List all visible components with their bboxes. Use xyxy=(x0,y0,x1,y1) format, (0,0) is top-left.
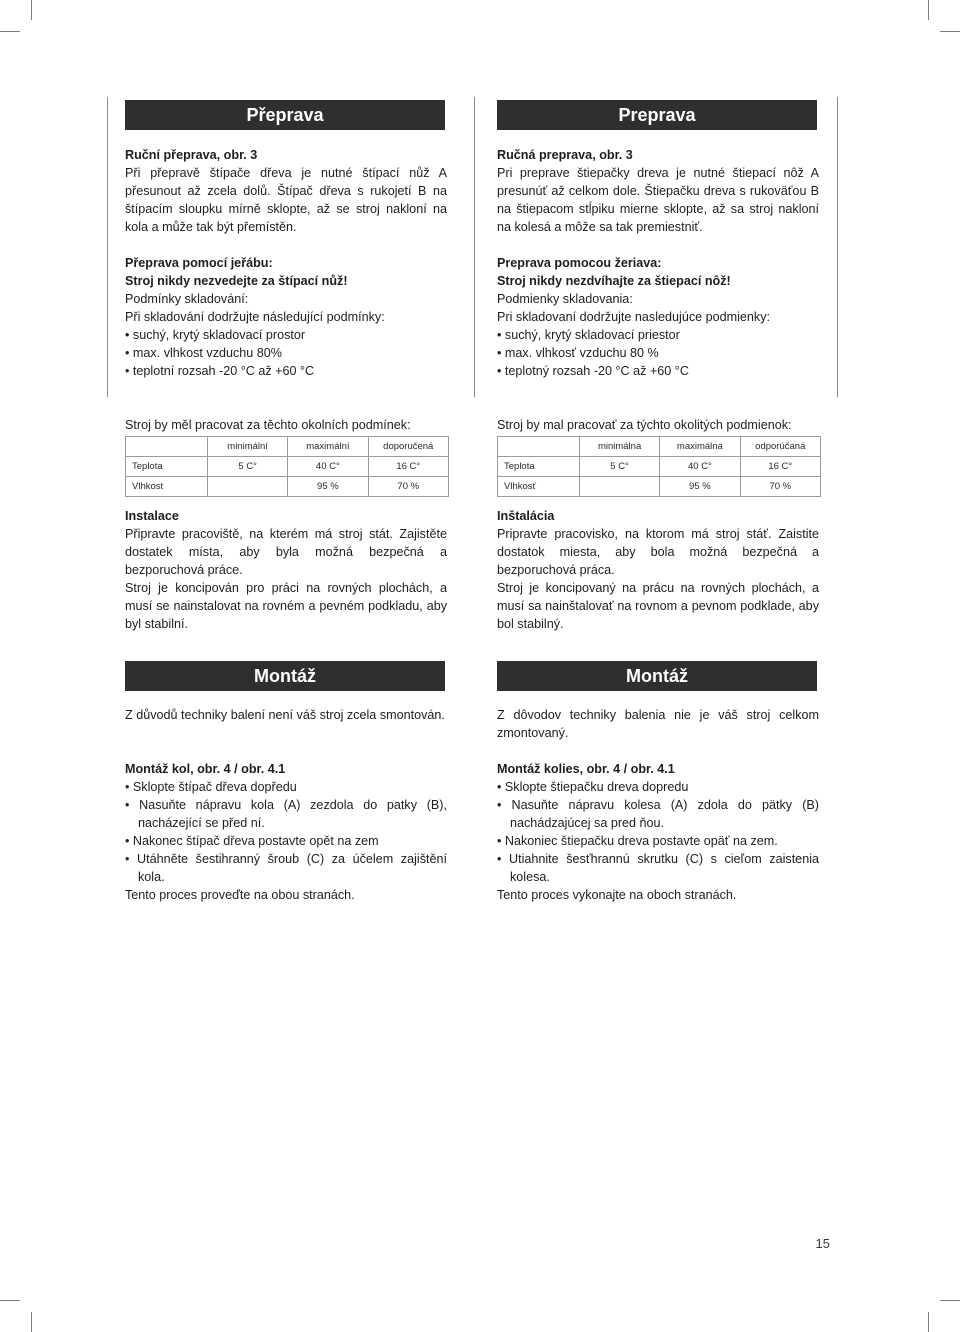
list-item: • Utáhněte šestihranný šroub (C) za účelem zajištění kola. xyxy=(125,852,447,884)
installation-text: Stroj je koncipovaný na prácu na rovných plochách, a musí sa nainštalovať na rovnom a pevnom podklade, aby bol stabilný. xyxy=(497,581,819,631)
conditions-table xyxy=(497,436,821,497)
installation-section xyxy=(125,507,447,633)
assembly-intro xyxy=(497,706,819,742)
conditions-table xyxy=(125,436,449,497)
table-cell: 40 C° xyxy=(288,457,368,477)
list-item: • max. vlhkost vzduchu 80% xyxy=(125,346,283,360)
crop-mark xyxy=(928,0,929,20)
table-cell xyxy=(498,437,580,457)
crane-title: Preprava pomocou žeriava: xyxy=(497,256,662,270)
installation-text: Připravte pracoviště, na kterém má stroj stát. Zajistěte dostatek místa, aby byla možná bezpečná a bezporuchová práce. xyxy=(125,527,447,577)
list-item: • suchý, krytý skladovací prostor xyxy=(125,328,306,342)
table-cell: Teplota xyxy=(126,457,208,477)
wheel-assembly-title: Montáž kol, obr. 4 / obr. 4.1 xyxy=(125,762,286,776)
assembly-heading: Montáž xyxy=(497,661,817,691)
transport-heading: Přeprava xyxy=(125,100,445,130)
crop-mark xyxy=(0,31,20,32)
list-item: • Nasuňte nápravu kola (A) zezdola do patky (B), nacházející se před ní. xyxy=(125,798,447,830)
installation-section xyxy=(497,507,819,633)
assembly-outro: Tento proces vykonajte na oboch stranách. xyxy=(497,888,737,902)
conditions-intro: Stroj by mal pracovať za týchto okolitých podmienok: xyxy=(497,418,792,432)
table-header: odporúčaná xyxy=(740,437,820,457)
table-cell: Teplota xyxy=(498,457,580,477)
table-cell: 16 C° xyxy=(740,457,820,477)
table-header: doporučená xyxy=(368,437,448,457)
table-cell xyxy=(208,477,288,497)
crop-mark xyxy=(940,31,960,32)
table-cell xyxy=(579,477,659,497)
table-cell: 40 C° xyxy=(660,457,740,477)
wheel-assembly-section xyxy=(497,760,819,904)
crane-title: Přeprava pomocí jeřábu: xyxy=(125,256,273,270)
wheel-assembly-title: Montáž kolies, obr. 4 / obr. 4.1 xyxy=(497,762,675,776)
table-cell: Vlhkost xyxy=(126,477,208,497)
crop-mark xyxy=(928,1312,929,1332)
list-item: • Utiahnite šesťhrannú skrutku (C) s cieľom zaistenia kolesa. xyxy=(497,852,819,884)
manual-transport-section xyxy=(125,146,447,236)
table-row xyxy=(498,457,821,477)
manual-transport-text: Pri preprave štiepačky dreva je nutné štiepací nôž A presunúť až celkom dole. Štiepačku dreva s rukoväťou B na štiepacom stĺpiku mierne sklopte, až sa stroj nakloní na kolesá a môže sa tak premiestniť. xyxy=(497,166,819,234)
table-cell: 5 C° xyxy=(208,457,288,477)
installation-title: Inštalácia xyxy=(497,509,555,523)
list-item: • suchý, krytý skladovací priestor xyxy=(497,328,680,342)
assembly-intro-text: Z důvodů techniky balení není váš stroj zcela smontován. xyxy=(125,708,445,722)
table-header: minimálna xyxy=(579,437,659,457)
table-cell: 16 C° xyxy=(368,457,448,477)
table-row xyxy=(498,477,821,497)
transport-heading: Preprava xyxy=(497,100,817,130)
wheel-assembly-steps xyxy=(497,778,819,886)
table-cell: 95 % xyxy=(660,477,740,497)
wheel-assembly-section xyxy=(125,760,447,904)
table-row xyxy=(126,477,449,497)
wheel-assembly-steps xyxy=(125,778,447,886)
storage-intro: Pri skladovaní dodržujte nasledujúce podmienky: xyxy=(497,310,771,324)
crop-mark xyxy=(0,1300,20,1301)
storage-title: Podmienky skladovania: xyxy=(497,292,633,306)
conditions-intro: Stroj by měl pracovat za těchto okolních podmínek: xyxy=(125,418,411,432)
installation-text: Pripravte pracovisko, na ktorom má stroj stáť. Zaistite dostatok miesta, aby bola možná bezpečná a bezporuchová práca. xyxy=(497,527,819,577)
crane-storage-section xyxy=(125,254,447,380)
crop-mark xyxy=(31,0,32,20)
list-item: • Nasuňte nápravu kolesa (A) zdola do pätky (B) nachádzajúcej sa pred ňou. xyxy=(497,798,819,830)
table-cell: 95 % xyxy=(288,477,368,497)
table-cell xyxy=(126,437,208,457)
table-cell: Vlhkosť xyxy=(498,477,580,497)
list-item: • teplotný rozsah -20 °C až +60 °C xyxy=(497,364,689,378)
manual-transport-section xyxy=(497,146,819,236)
manual-transport-title: Ručná preprava, obr. 3 xyxy=(497,148,633,162)
table-row xyxy=(126,437,449,457)
column-rule xyxy=(107,97,108,397)
assembly-outro: Tento proces proveďte na obou stranách. xyxy=(125,888,355,902)
crane-storage-section xyxy=(497,254,819,380)
installation-text: Stroj je koncipován pro práci na rovných plochách, a musí se nainstalovat na rovném a pevném podkladu, aby byl stabilní. xyxy=(125,581,447,631)
crane-warning: Stroj nikdy nezdvíhajte za štiepací nôž! xyxy=(497,274,731,288)
storage-title: Podmínky skladování: xyxy=(125,292,249,306)
storage-list xyxy=(125,326,447,380)
assembly-heading: Montáž xyxy=(125,661,445,691)
crane-warning: Stroj nikdy nezvedejte za štípací nůž! xyxy=(125,274,348,288)
page-number: 15 xyxy=(815,1236,830,1251)
crop-mark xyxy=(31,1312,32,1332)
table-cell: 70 % xyxy=(368,477,448,497)
storage-list xyxy=(497,326,819,380)
column-rule xyxy=(837,97,838,397)
manual-transport-text: Při přepravě štípače dřeva je nutné štípací nůž A přesunout až zcela dolů. Štípač dřeva s rukojetí B na štípacím sloupku mírně sklopte, až se stroj nakloní na kola a může tak být přemístěn. xyxy=(125,166,447,234)
table-cell: 70 % xyxy=(740,477,820,497)
storage-intro: Při skladování dodržujte následující podmínky: xyxy=(125,310,385,324)
column-rule xyxy=(474,97,475,397)
crop-mark xyxy=(940,1300,960,1301)
table-row xyxy=(126,457,449,477)
list-item: • Sklopte štiepačku dreva dopredu xyxy=(497,780,689,794)
table-row xyxy=(498,437,821,457)
list-item: • max. vlhkosť vzduchu 80 % xyxy=(497,346,659,360)
table-header: maximální xyxy=(288,437,368,457)
list-item: • Nakonec štípač dřeva postavte opět na zem xyxy=(125,834,379,848)
list-item: • teplotní rozsah -20 °C až +60 °C xyxy=(125,364,315,378)
manual-transport-title: Ruční přeprava, obr. 3 xyxy=(125,148,258,162)
installation-title: Instalace xyxy=(125,509,179,523)
assembly-intro xyxy=(125,706,447,724)
list-item: • Sklopte štípač dřeva dopředu xyxy=(125,780,297,794)
table-cell: 5 C° xyxy=(579,457,659,477)
list-item: • Nakoniec štiepačku dreva postavte opäť na zem. xyxy=(497,834,778,848)
table-header: maximálna xyxy=(660,437,740,457)
assembly-intro-text: Z dôvodov techniky balenia nie je váš stroj celkom zmontovaný. xyxy=(497,708,819,740)
table-header: minimální xyxy=(208,437,288,457)
